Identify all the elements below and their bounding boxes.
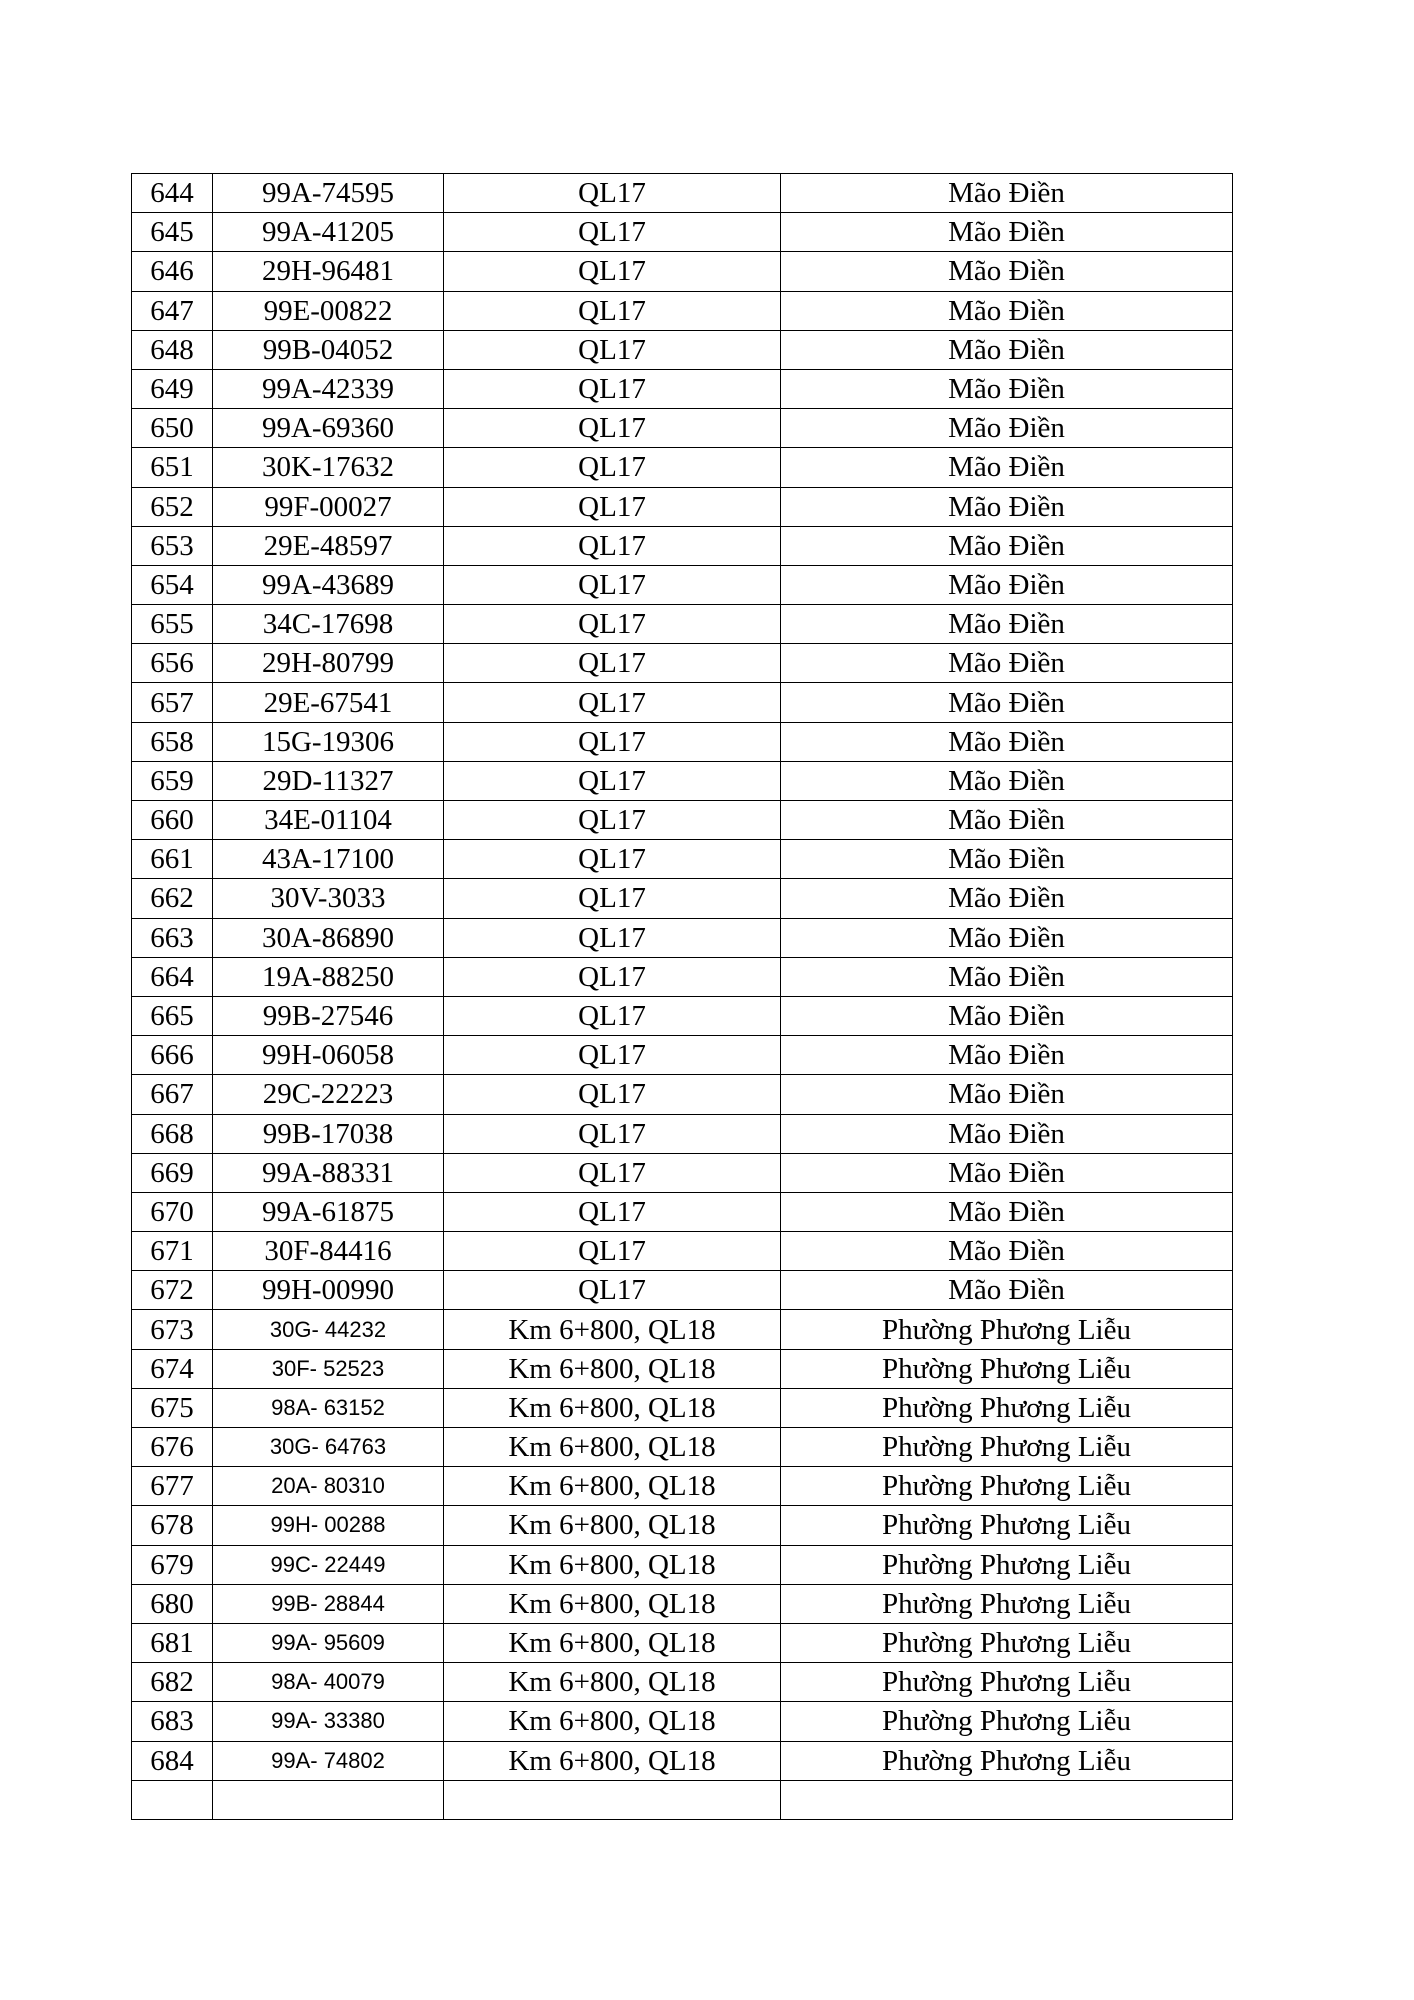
- location-cell: Phường Phương Liễu: [781, 1467, 1233, 1506]
- location-cell: Mão Điền: [781, 879, 1233, 918]
- table-row: [132, 1428, 1233, 1467]
- row-number-cell: 678: [132, 1506, 213, 1545]
- table-row: [132, 1271, 1233, 1310]
- location-cell: Phường Phương Liễu: [781, 1388, 1233, 1427]
- location-cell: Mão Điền: [781, 448, 1233, 487]
- row-number-cell: 652: [132, 487, 213, 526]
- license-plate-cell: 99A- 33380: [213, 1702, 444, 1741]
- location-cell: Mão Điền: [781, 683, 1233, 722]
- row-number-cell: 668: [132, 1114, 213, 1153]
- table-row: [132, 761, 1233, 800]
- table-row: [132, 1702, 1233, 1741]
- road-cell: QL17: [444, 526, 781, 565]
- row-number-cell: 659: [132, 761, 213, 800]
- table-row: [132, 526, 1233, 565]
- license-plate-cell: 29H-80799: [213, 644, 444, 683]
- license-plate-cell: 98A- 40079: [213, 1663, 444, 1702]
- table-row: [132, 1741, 1233, 1780]
- road-cell: QL17: [444, 487, 781, 526]
- road-cell: Km 6+800, QL18: [444, 1349, 781, 1388]
- road-cell: QL17: [444, 252, 781, 291]
- location-cell: Mão Điền: [781, 330, 1233, 369]
- table-row: [132, 644, 1233, 683]
- license-plate-cell: 99A-42339: [213, 369, 444, 408]
- road-cell: QL17: [444, 722, 781, 761]
- row-number-cell: 647: [132, 291, 213, 330]
- road-cell: QL17: [444, 957, 781, 996]
- road-cell: QL17: [444, 369, 781, 408]
- row-number-cell: 666: [132, 1036, 213, 1075]
- row-number-cell: 655: [132, 605, 213, 644]
- location-cell: Mão Điền: [781, 1153, 1233, 1192]
- license-plate-cell: 34E-01104: [213, 801, 444, 840]
- row-number-cell: 649: [132, 369, 213, 408]
- road-cell: QL17: [444, 605, 781, 644]
- road-cell: QL17: [444, 879, 781, 918]
- row-number-cell: 648: [132, 330, 213, 369]
- row-number-cell: 644: [132, 174, 213, 213]
- license-plate-cell: 30F-84416: [213, 1232, 444, 1271]
- license-plate-cell: 99A-43689: [213, 565, 444, 604]
- row-number-cell: 656: [132, 644, 213, 683]
- table-row: [132, 801, 1233, 840]
- road-cell: Km 6+800, QL18: [444, 1506, 781, 1545]
- license-plate-cell: 99F-00027: [213, 487, 444, 526]
- location-cell: Mão Điền: [781, 840, 1233, 879]
- license-plate-cell: 30V-3033: [213, 879, 444, 918]
- road-cell: QL17: [444, 1153, 781, 1192]
- license-plate-cell: 98A- 63152: [213, 1388, 444, 1427]
- location-cell: Mão Điền: [781, 252, 1233, 291]
- license-plate-cell: 99A-88331: [213, 1153, 444, 1192]
- road-cell: Km 6+800, QL18: [444, 1467, 781, 1506]
- license-plate-cell: 29H-96481: [213, 252, 444, 291]
- license-plate-cell: 43A-17100: [213, 840, 444, 879]
- road-cell: QL17: [444, 683, 781, 722]
- location-cell: Mão Điền: [781, 1114, 1233, 1153]
- vehicle-table: [131, 173, 1233, 1820]
- table-row: [132, 1036, 1233, 1075]
- road-cell: Km 6+800, QL18: [444, 1623, 781, 1662]
- table-row: [132, 174, 1233, 213]
- table-row: [132, 879, 1233, 918]
- row-number-cell: 680: [132, 1584, 213, 1623]
- road-cell: Km 6+800, QL18: [444, 1428, 781, 1467]
- table-row: [132, 683, 1233, 722]
- road-cell: QL17: [444, 174, 781, 213]
- license-plate-cell: 30K-17632: [213, 448, 444, 487]
- license-plate-cell: 99H-06058: [213, 1036, 444, 1075]
- row-number-cell: 671: [132, 1232, 213, 1271]
- license-plate-cell: 99H-00990: [213, 1271, 444, 1310]
- road-cell: Km 6+800, QL18: [444, 1741, 781, 1780]
- road-cell: [444, 1780, 781, 1819]
- row-number-cell: 662: [132, 879, 213, 918]
- location-cell: Mão Điền: [781, 761, 1233, 800]
- row-number-cell: 673: [132, 1310, 213, 1349]
- license-plate-cell: 99B- 28844: [213, 1584, 444, 1623]
- road-cell: QL17: [444, 801, 781, 840]
- table-row: [132, 722, 1233, 761]
- road-cell: QL17: [444, 1232, 781, 1271]
- table-row: [132, 330, 1233, 369]
- license-plate-cell: 99A-61875: [213, 1192, 444, 1231]
- row-number-cell: 679: [132, 1545, 213, 1584]
- table-row: [132, 996, 1233, 1035]
- row-number-cell: 674: [132, 1349, 213, 1388]
- license-plate-cell: 99B-04052: [213, 330, 444, 369]
- license-plate-cell: 30G- 64763: [213, 1428, 444, 1467]
- table-row: [132, 409, 1233, 448]
- license-plate-cell: 30A-86890: [213, 918, 444, 957]
- location-cell: Mão Điền: [781, 957, 1233, 996]
- table-row: [132, 487, 1233, 526]
- road-cell: Km 6+800, QL18: [444, 1388, 781, 1427]
- road-cell: QL17: [444, 761, 781, 800]
- road-cell: QL17: [444, 330, 781, 369]
- location-cell: Phường Phương Liễu: [781, 1428, 1233, 1467]
- license-plate-cell: 99B-17038: [213, 1114, 444, 1153]
- table-row: [132, 213, 1233, 252]
- location-cell: Mão Điền: [781, 213, 1233, 252]
- location-cell: Mão Điền: [781, 722, 1233, 761]
- location-cell: Mão Điền: [781, 409, 1233, 448]
- table-row: [132, 1192, 1233, 1231]
- license-plate-cell: 29C-22223: [213, 1075, 444, 1114]
- row-number-cell: 657: [132, 683, 213, 722]
- location-cell: Mão Điền: [781, 1192, 1233, 1231]
- location-cell: Mão Điền: [781, 1271, 1233, 1310]
- road-cell: QL17: [444, 996, 781, 1035]
- row-number-cell: 654: [132, 565, 213, 604]
- road-cell: QL17: [444, 291, 781, 330]
- table-row: [132, 1506, 1233, 1545]
- license-plate-cell: 29D-11327: [213, 761, 444, 800]
- location-cell: Mão Điền: [781, 996, 1233, 1035]
- license-plate-cell: 99H- 00288: [213, 1506, 444, 1545]
- license-plate-cell: 99C- 22449: [213, 1545, 444, 1584]
- table-row: [132, 1780, 1233, 1819]
- license-plate-cell: 99A-41205: [213, 213, 444, 252]
- table-row: [132, 1310, 1233, 1349]
- table-row: [132, 840, 1233, 879]
- license-plate-cell: 20A- 80310: [213, 1467, 444, 1506]
- license-plate-cell: 29E-48597: [213, 526, 444, 565]
- row-number-cell: 660: [132, 801, 213, 840]
- row-number-cell: 665: [132, 996, 213, 1035]
- location-cell: Phường Phương Liễu: [781, 1741, 1233, 1780]
- location-cell: Mão Điền: [781, 1075, 1233, 1114]
- location-cell: Mão Điền: [781, 644, 1233, 683]
- table-row: [132, 369, 1233, 408]
- license-plate-cell: 99A- 95609: [213, 1623, 444, 1662]
- row-number-cell: 683: [132, 1702, 213, 1741]
- location-cell: Phường Phương Liễu: [781, 1584, 1233, 1623]
- location-cell: Phường Phương Liễu: [781, 1506, 1233, 1545]
- table-body: [132, 174, 1233, 1820]
- table-row: [132, 1584, 1233, 1623]
- row-number-cell: 667: [132, 1075, 213, 1114]
- table-row: [132, 1467, 1233, 1506]
- road-cell: QL17: [444, 918, 781, 957]
- row-number-cell: 646: [132, 252, 213, 291]
- location-cell: Mão Điền: [781, 565, 1233, 604]
- location-cell: Phường Phương Liễu: [781, 1545, 1233, 1584]
- license-plate-cell: 34C-17698: [213, 605, 444, 644]
- location-cell: Phường Phương Liễu: [781, 1702, 1233, 1741]
- row-number-cell: 681: [132, 1623, 213, 1662]
- row-number-cell: 684: [132, 1741, 213, 1780]
- road-cell: Km 6+800, QL18: [444, 1584, 781, 1623]
- table-row: [132, 291, 1233, 330]
- road-cell: Km 6+800, QL18: [444, 1310, 781, 1349]
- row-number-cell: [132, 1780, 213, 1819]
- row-number-cell: 653: [132, 526, 213, 565]
- road-cell: QL17: [444, 1036, 781, 1075]
- location-cell: Mão Điền: [781, 487, 1233, 526]
- road-cell: QL17: [444, 840, 781, 879]
- road-cell: QL17: [444, 565, 781, 604]
- location-cell: Mão Điền: [781, 605, 1233, 644]
- license-plate-cell: 99A- 74802: [213, 1741, 444, 1780]
- row-number-cell: 677: [132, 1467, 213, 1506]
- table-row: [132, 448, 1233, 487]
- license-plate-cell: 99E-00822: [213, 291, 444, 330]
- road-cell: Km 6+800, QL18: [444, 1702, 781, 1741]
- table-row: [132, 1075, 1233, 1114]
- license-plate-cell: 99A-69360: [213, 409, 444, 448]
- table-row: [132, 1663, 1233, 1702]
- row-number-cell: 669: [132, 1153, 213, 1192]
- road-cell: QL17: [444, 644, 781, 683]
- table-row: [132, 1623, 1233, 1662]
- location-cell: Mão Điền: [781, 1036, 1233, 1075]
- row-number-cell: 651: [132, 448, 213, 487]
- location-cell: Mão Điền: [781, 801, 1233, 840]
- location-cell: Mão Điền: [781, 918, 1233, 957]
- road-cell: QL17: [444, 1114, 781, 1153]
- license-plate-cell: 15G-19306: [213, 722, 444, 761]
- road-cell: QL17: [444, 213, 781, 252]
- license-plate-cell: 19A-88250: [213, 957, 444, 996]
- location-cell: Phường Phương Liễu: [781, 1310, 1233, 1349]
- location-cell: Mão Điền: [781, 526, 1233, 565]
- location-cell: Phường Phương Liễu: [781, 1349, 1233, 1388]
- road-cell: QL17: [444, 448, 781, 487]
- road-cell: QL17: [444, 1192, 781, 1231]
- table-row: [132, 252, 1233, 291]
- location-cell: Mão Điền: [781, 369, 1233, 408]
- license-plate-cell: 29E-67541: [213, 683, 444, 722]
- row-number-cell: 675: [132, 1388, 213, 1427]
- location-cell: Mão Điền: [781, 291, 1233, 330]
- road-cell: QL17: [444, 1271, 781, 1310]
- table-row: [132, 1545, 1233, 1584]
- table-row: [132, 1114, 1233, 1153]
- table-row: [132, 918, 1233, 957]
- license-plate-cell: 99B-27546: [213, 996, 444, 1035]
- row-number-cell: 670: [132, 1192, 213, 1231]
- table-row: [132, 1232, 1233, 1271]
- table-row: [132, 605, 1233, 644]
- license-plate-cell: 99A-74595: [213, 174, 444, 213]
- table-row: [132, 1153, 1233, 1192]
- location-cell: Phường Phương Liễu: [781, 1623, 1233, 1662]
- row-number-cell: 661: [132, 840, 213, 879]
- road-cell: QL17: [444, 1075, 781, 1114]
- table-row: [132, 565, 1233, 604]
- table-row: [132, 1388, 1233, 1427]
- location-cell: Mão Điền: [781, 1232, 1233, 1271]
- license-plate-cell: 30F- 52523: [213, 1349, 444, 1388]
- row-number-cell: 664: [132, 957, 213, 996]
- license-plate-cell: [213, 1780, 444, 1819]
- table-row: [132, 957, 1233, 996]
- road-cell: Km 6+800, QL18: [444, 1545, 781, 1584]
- row-number-cell: 658: [132, 722, 213, 761]
- location-cell: Mão Điền: [781, 174, 1233, 213]
- road-cell: QL17: [444, 409, 781, 448]
- row-number-cell: 645: [132, 213, 213, 252]
- table-row: [132, 1349, 1233, 1388]
- location-cell: Phường Phương Liễu: [781, 1663, 1233, 1702]
- road-cell: Km 6+800, QL18: [444, 1663, 781, 1702]
- row-number-cell: 650: [132, 409, 213, 448]
- row-number-cell: 663: [132, 918, 213, 957]
- license-plate-cell: 30G- 44232: [213, 1310, 444, 1349]
- row-number-cell: 682: [132, 1663, 213, 1702]
- row-number-cell: 672: [132, 1271, 213, 1310]
- row-number-cell: 676: [132, 1428, 213, 1467]
- location-cell: [781, 1780, 1233, 1819]
